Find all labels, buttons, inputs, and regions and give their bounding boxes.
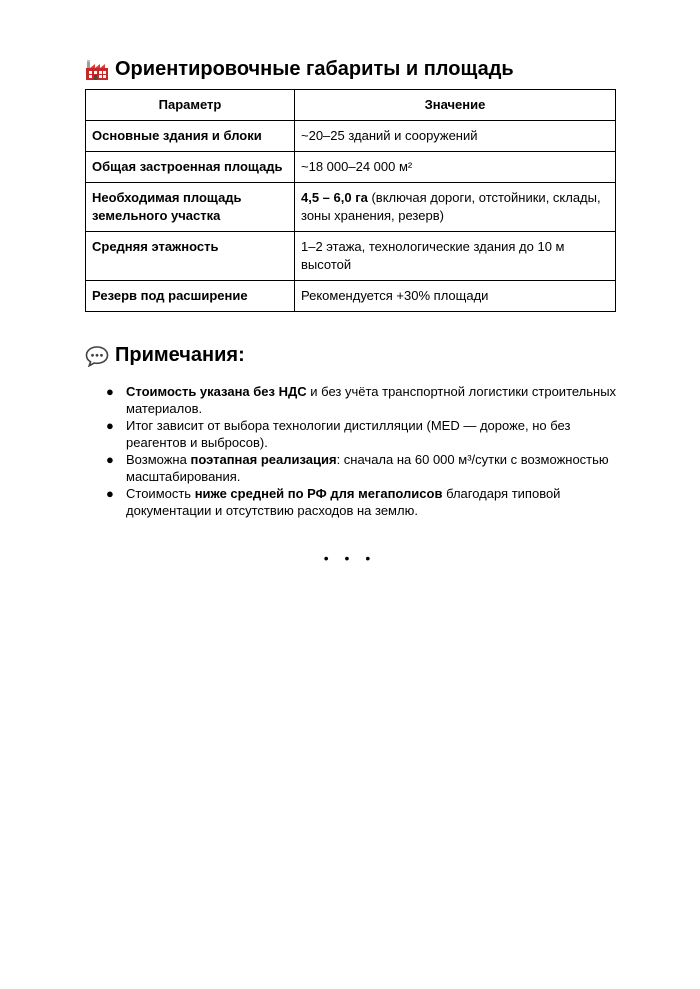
continuation-ellipsis: • • • <box>323 550 377 566</box>
cell-value-text: (включая дороги, отстойники, склады, зоны хранения, резерв) <box>301 190 601 223</box>
cell-value-bold: 4,5 – 6,0 га <box>301 190 368 205</box>
note-text: и без учёта транспортной логистики строительных материалов. <box>126 384 617 416</box>
section-title: Ориентировочные габариты и площадь <box>115 58 514 80</box>
cell-parameter: Основные здания и блоки <box>86 121 295 152</box>
cell-value <box>295 232 616 281</box>
list-item <box>85 383 625 417</box>
section-heading-notes <box>85 344 245 367</box>
list-item <box>85 417 625 451</box>
note-bold-text: ниже средней по РФ для мегаполисов <box>194 486 443 501</box>
note-text: Итог зависит от выбора технологии дистилляции (MED — дороже, но без реагентов и выбросов). <box>126 418 571 450</box>
cell-parameter: Средняя этажность <box>86 232 295 281</box>
cell-value <box>295 152 616 183</box>
cell-value <box>295 121 616 152</box>
table-row <box>86 121 616 152</box>
bullet: ● <box>106 418 114 433</box>
note-bold-text: Стоимость указана без НДС <box>126 384 307 399</box>
note-text: Возможна <box>126 452 191 467</box>
note-text: Стоимость <box>126 486 195 501</box>
table-row <box>86 232 616 281</box>
cell-value-text: Рекомендуется +30% площади <box>301 288 489 303</box>
note-text: : сначала на 60 000 м³/сутки с возможностью масштабирования. <box>126 452 609 484</box>
speech-bubble-icon <box>85 345 109 367</box>
cell-parameter: Общая застроенная площадь <box>86 152 295 183</box>
list-item <box>85 485 625 519</box>
cell-value <box>295 183 616 232</box>
table-row <box>86 183 616 232</box>
bullet: ● <box>106 486 114 501</box>
column-header-parameter: Параметр <box>86 90 295 121</box>
factory-icon <box>85 59 109 81</box>
section-heading-dimensions <box>85 58 514 81</box>
cell-parameter: Резерв под расширение <box>86 281 295 312</box>
list-item <box>85 451 625 485</box>
bullet: ● <box>106 452 114 467</box>
notes-list <box>85 383 625 519</box>
column-header-value: Значение <box>295 90 616 121</box>
note-text: благодаря типовой документации и отсутствию расходов на землю. <box>126 486 561 518</box>
table-header-row <box>86 90 616 121</box>
cell-parameter: Необходимая площадь земельного участка <box>86 183 295 232</box>
note-bold-text: поэтапная реализация <box>190 452 337 467</box>
cell-value-text: ~18 000–24 000 м² <box>301 159 413 174</box>
cell-value-text: ~20–25 зданий и сооружений <box>301 128 478 143</box>
section-title: Примечания: <box>115 344 245 366</box>
table-row <box>86 152 616 183</box>
cell-value-text: 1–2 этажа, технологические здания до 10 м высотой <box>301 239 565 272</box>
parameters-table <box>85 89 616 312</box>
bullet: ● <box>106 384 114 399</box>
cell-value <box>295 281 616 312</box>
table-row <box>86 281 616 312</box>
